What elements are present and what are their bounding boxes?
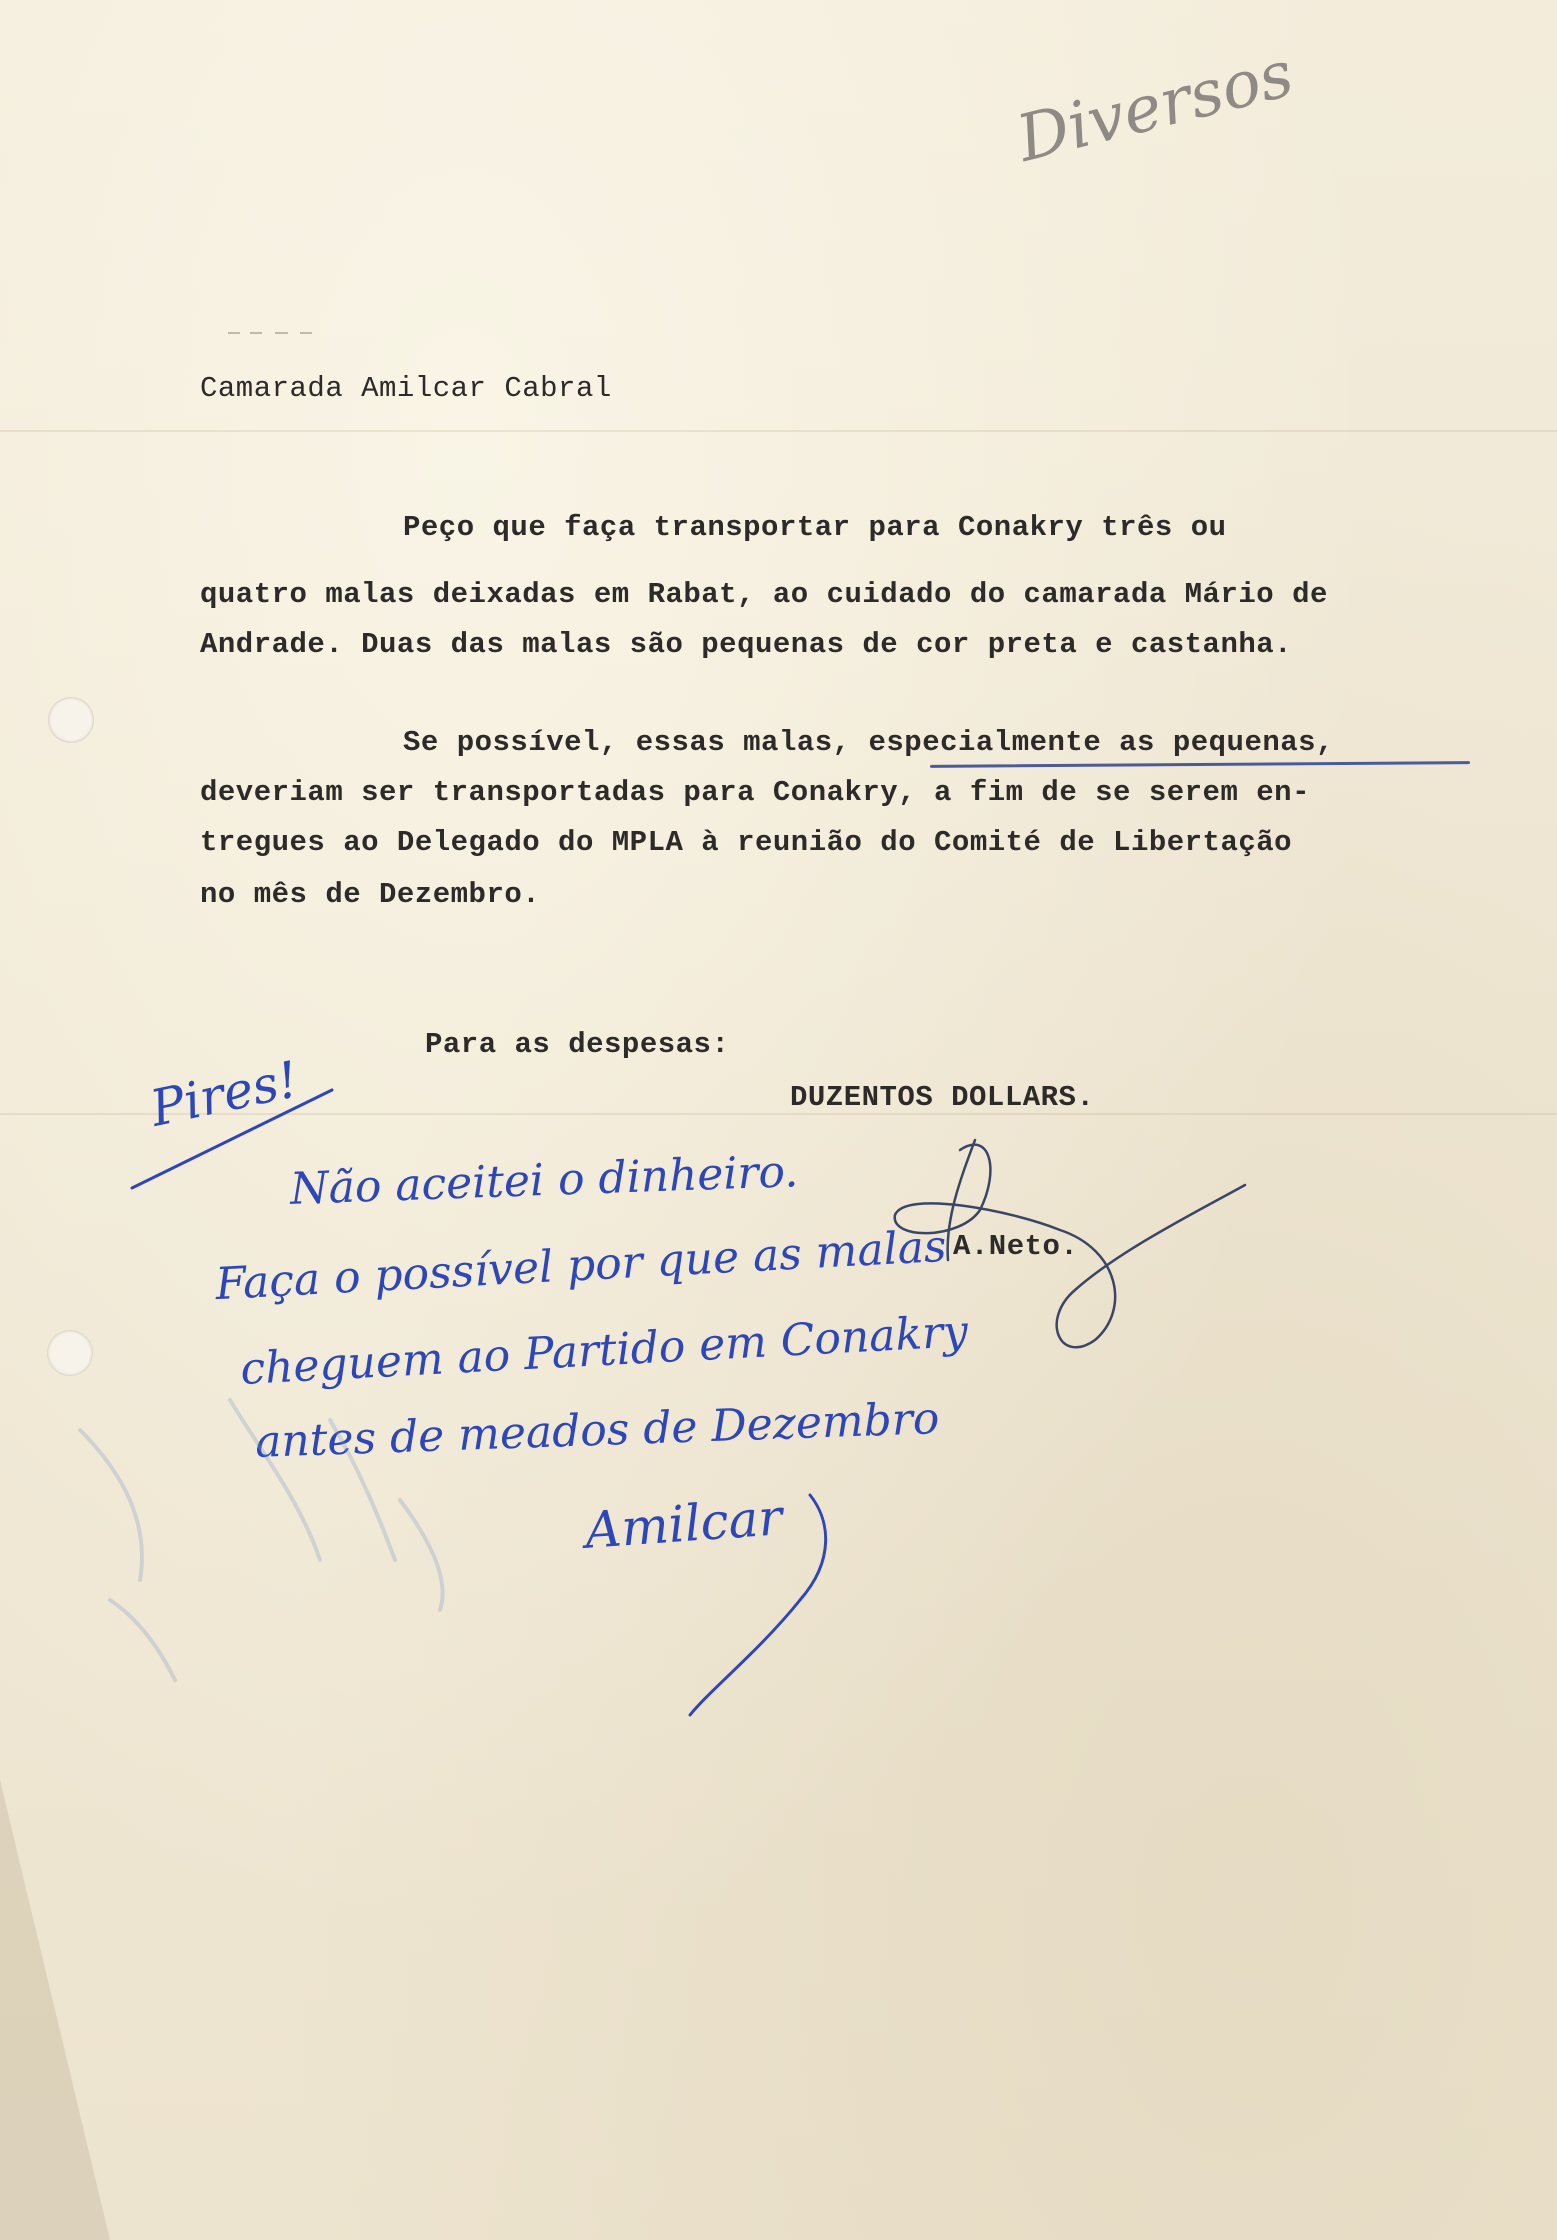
underlined-phrase: especialmente as pequenas, bbox=[868, 726, 1334, 759]
paragraph1-line3: Andrade. Duas das malas são pequenas de cor preta e castanha. bbox=[200, 628, 1293, 661]
paragraph2-line4: no mês de Dezembro. bbox=[200, 878, 541, 911]
handwritten-note-line1: Não aceitei o dinheiro. bbox=[289, 1146, 799, 1215]
salutation: Camarada Amilcar Cabral bbox=[200, 372, 612, 405]
paragraph1-line2: quatro malas deixadas em Rabat, ao cuidado do camarada Mário de bbox=[200, 578, 1328, 611]
handwritten-note-line3: cheguem ao Partido em Conakry bbox=[239, 1305, 970, 1396]
handwritten-note-line2: Faça o possível por que as malas bbox=[214, 1220, 948, 1311]
paragraph2-line3: tregues ao Delegado do MPLA à reunião do Comité de Libertação bbox=[200, 826, 1293, 859]
ink-bleed-through bbox=[80, 1400, 443, 1680]
typed-signature-name: A.Neto. bbox=[953, 1230, 1079, 1263]
paragraph2-line1-start: Se possível, essas malas, bbox=[403, 726, 869, 759]
amilcar-signature-flourish bbox=[690, 1495, 826, 1715]
expenses-amount: DUZENTOS DOLLARS. bbox=[790, 1081, 1095, 1114]
handwritten-addressee: Pires! bbox=[145, 1050, 304, 1138]
addressee-underline-stroke bbox=[132, 1090, 332, 1188]
expenses-label: Para as despesas: bbox=[425, 1028, 730, 1061]
paragraph1-line1: Peço que faça transportar para Conakry três ou bbox=[403, 511, 1227, 544]
handwritten-signature-amilcar: Amilcar bbox=[583, 1488, 785, 1560]
pencil-annotation-diversos: Diversos bbox=[1010, 37, 1301, 177]
handwritten-note-line4: antes de meados de Dezembro bbox=[254, 1393, 941, 1468]
neto-signature-scribble bbox=[895, 1140, 1245, 1347]
paragraph2-line2: deveriam ser transportadas para Conakry, a fim de se serem en- bbox=[200, 776, 1310, 809]
